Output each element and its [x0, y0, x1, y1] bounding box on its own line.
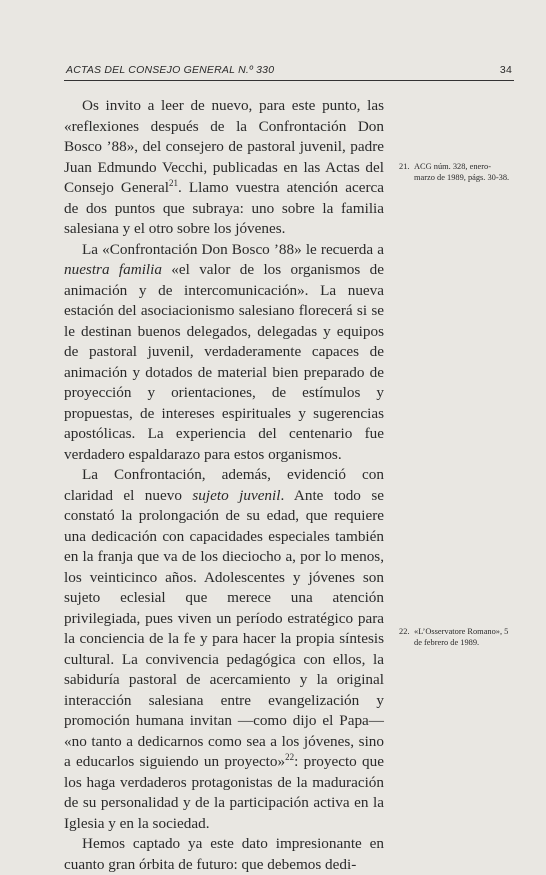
paragraph-3-text-end: : proyecto que los haga verdaderos protagonistas de la maduración de su personalidad y de la participación activa en la Iglesia y en la sociedad. [64, 753, 384, 832]
emphasis-nuestra-familia: nuestra familia [64, 261, 162, 278]
paragraph-4: Hemos captado ya este dato impresionante en cuanto gran órbita de futuro: que debemos dedi- [64, 835, 384, 873]
running-title: ACTAS DEL CONSEJO GENERAL N.º 330 [66, 64, 275, 76]
page-number: 34 [499, 64, 512, 76]
main-text [64, 96, 384, 875]
paragraph-2 [64, 240, 384, 466]
paragraph-1-text: Os invito a leer de nuevo, para este punto, las «reflexiones después de la Confrontación Don Bosco ’88», del consejero de pastoral juvenil, padre Juan Edmundo Vecchi, publicadas en las Actas del Consejo General [64, 97, 384, 196]
footnote-22-number: 22. [399, 627, 410, 636]
paragraph-2-text-cont: «el valor de los organismos de animación y de intercomunicación». La nueva estación del asociacionismo salesiano florecerá si se le destinan buenos delegados, delegadas y equipos de pastoral juvenil, verdaderamente capaces de animación y dotados de material bien preparado de proyección y orientaciones, de estímulos y propuestas, de intereses espirituales y sugerencias apostólicas. La experiencia del centenario fue verdadero espaldarazo para estos organismos. [64, 261, 384, 463]
footnote-21-number: 21. [399, 162, 410, 171]
paragraph-2-text: La «Confrontación Don Bosco ’88» le recuerda a [82, 240, 384, 258]
paragraph-1 [64, 96, 384, 240]
footnote-ref-22: 22 [285, 751, 295, 762]
footnote-22-text: «L’Osservatore Romano», 5 de febrero de 1989. [414, 627, 509, 647]
footnote-21 [399, 162, 511, 183]
footnote-21-text: ACG núm. 328, enero-marzo de 1989, págs. 30-38. [414, 162, 510, 182]
paragraph-3-text: La Confrontación, además, evidenció con claridad el nuevo [64, 466, 384, 504]
paragraph-3-text-cont: . Ante todo se constató la prolongación de su edad, que requiere una dedicación con capacidades especiales también en la franja que va de los dieciocho a, por lo menos, los veinticinco años. Adolescentes y jóvenes son sujeto eclesial que merece una atención privilegiada, pues viven un período estratégico para la conciencia de la fe y para hacer la propia síntesis cultural. La convivencia pedagógica con ellos, la sabiduría pastoral de acercamiento y la original interacción salesiana entre evangelización y promoción humana invitan —como dijo el Papa— «no tanto a dedicarnos como sea a los jóvenes, sino a educarlos siguiendo un proyecto» [64, 486, 385, 770]
running-header [66, 64, 512, 76]
paragraph-3 [64, 465, 384, 834]
header-rule [64, 80, 514, 81]
emphasis-sujeto-juvenil: sujeto juvenil [192, 486, 281, 504]
footnote-22 [399, 627, 511, 648]
footnote-ref-21: 21 [168, 177, 178, 188]
paragraph-1-text-cont: . Llamo vuestra atención acerca de dos puntos que subraya: uno sobre la familia salesiana y el otro sobre los jóvenes. [64, 179, 385, 237]
